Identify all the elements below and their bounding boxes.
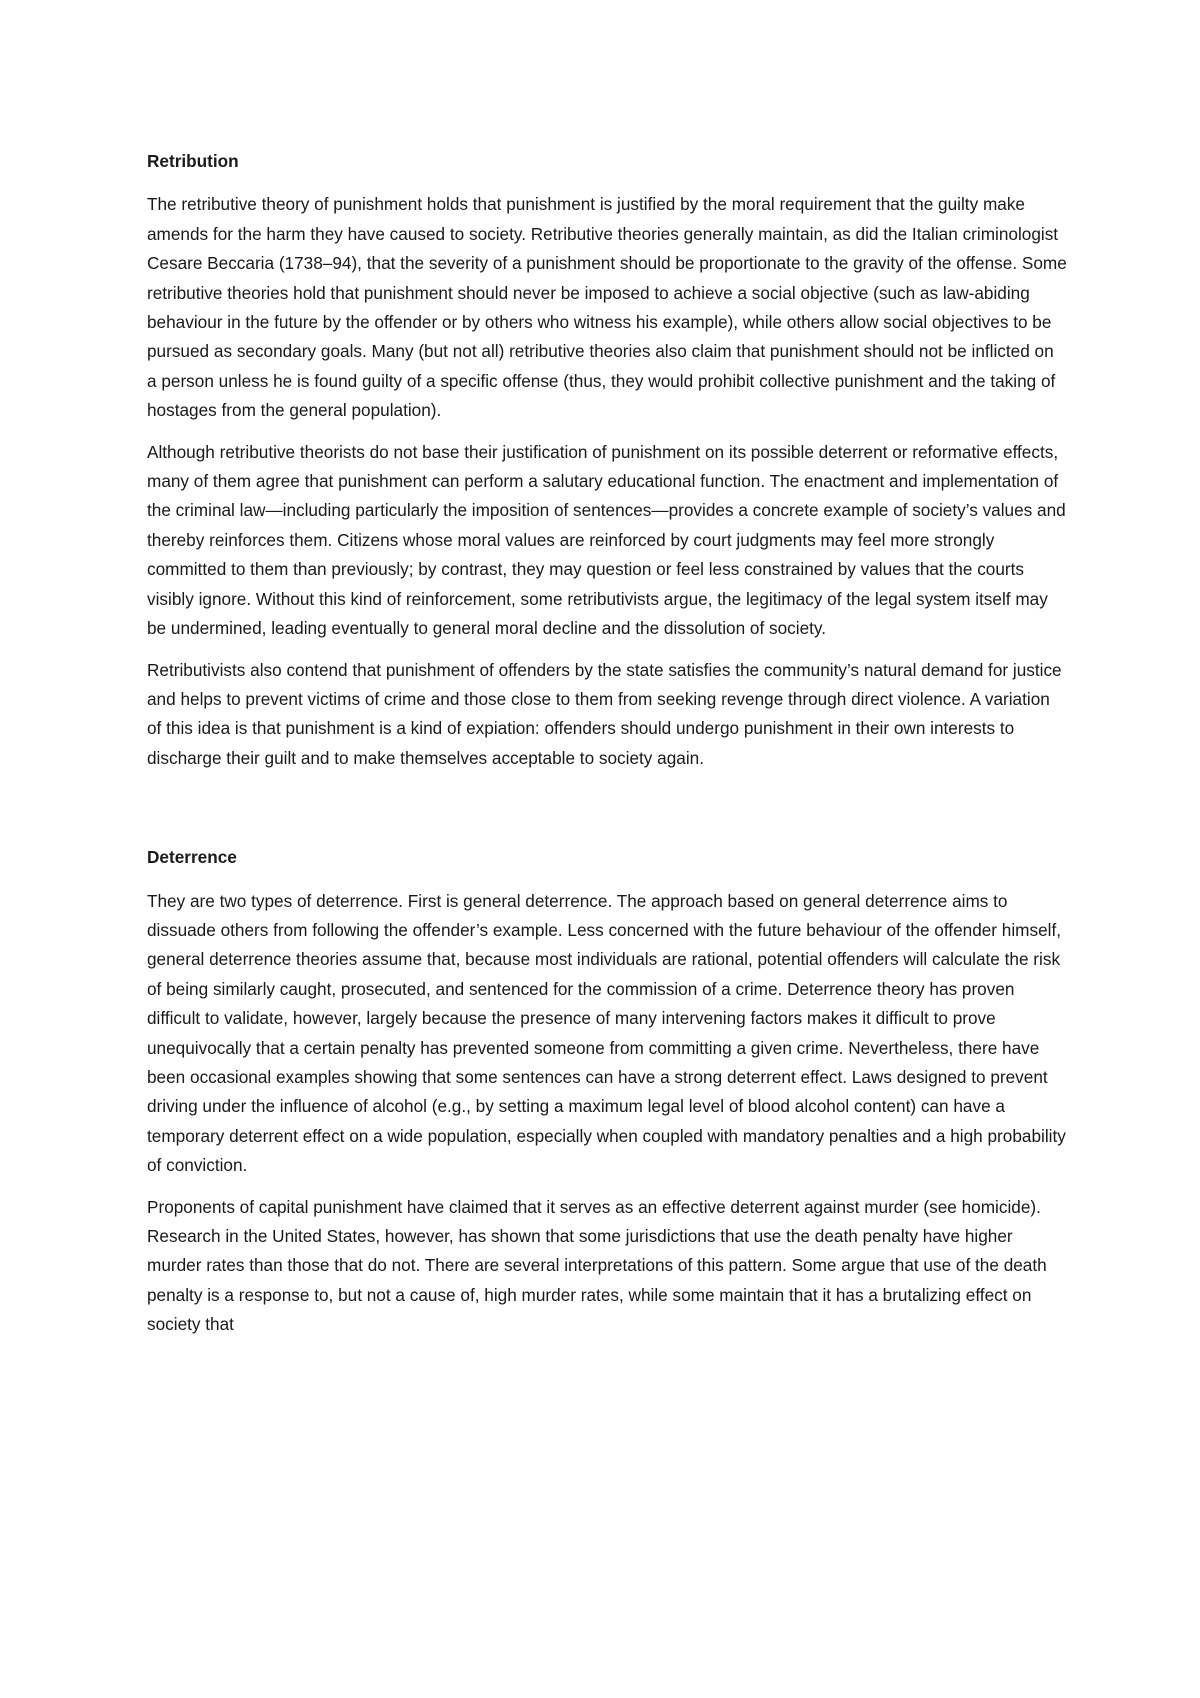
- paragraph: Although retributive theorists do not base their justification of punishment on its possible deterrent or reformative effects, many of them agree that punishment can perform a salutary educational function. The enactment and implementation of the criminal law—including particularly the imposition of sentences—provides a concrete example of society’s values and thereby reinforces them. Citizens whose moral values are reinforced by court judgments may feel more strongly committed to them than previously; by contrast, they may question or feel less constrained by values that the courts visibly ignore. Without this kind of reinforcement, some retributivists argue, the legitimacy of the legal system itself may be undermined, leading eventually to general moral decline and the dissolution of society.: [147, 441, 1066, 639]
- section-retribution: [147, 147, 1067, 773]
- section-deterrence: [147, 843, 1067, 1340]
- paragraph: Retributivists also contend that punishment of offenders by the state satisfies the community’s natural demand for justice and helps to prevent victims of crime and those close to them from seeking revenge through direct violence. A variation of this idea is that punishment is a kind of expiation: offenders should undergo punishment in their own interests to discharge their guilt and to make themselves acceptable to society again.: [147, 659, 1062, 768]
- paragraph: They are two types of deterrence. First is general deterrence. The approach based on general deterrence aims to dissuade others from following the offender’s example. Less concerned with the future behaviour of the offender himself, general deterrence theories assume that, because most individuals are rational, potential offenders will calculate the risk of being similarly caught, prosecuted, and sentenced for the commission of a crime. Deterrence theory has proven difficult to validate, however, largely because the presence of many intervening factors makes it difficult to prove unequivocally that a certain penalty has prevented someone from committing a given crime. Nevertheless, there have been occasional examples showing that some sentences can have a strong deterrent effect. Laws designed to prevent driving under the influence of alcohol (e.g., by setting a maximum legal level of blood alcohol content) can have a temporary deterrent effect on a wide population, especially when coupled with mandatory penalties and a high probability of conviction.: [147, 890, 1066, 1176]
- document-body: [147, 147, 1067, 1352]
- section-heading: Retribution: [147, 151, 239, 171]
- section-heading: Deterrence: [147, 847, 237, 868]
- paragraph: Proponents of capital punishment have claimed that it serves as an effective deterrent against murder (see homicide). Research in the United States, however, has shown that some jurisdictions that use the death penalty have higher murder rates than those that do not. There are several interpretations of this pattern. Some argue that use of the death penalty is a response to, but not a cause of, high murder rates, while some maintain that it has a brutalizing effect on society that: [147, 1196, 1047, 1335]
- paragraph: The retributive theory of punishment holds that punishment is justified by the moral requirement that the guilty make amends for the harm they have caused to society. Retributive theories generally maintain, as did the Italian criminologist Cesare Beccaria (1738–94), that the severity of a punishment should be proportionate to the gravity of the offense. Some retributive theories hold that punishment should never be imposed to achieve a social objective (such as law-abiding behaviour in the future by the offender or by others who witness his example), while others allow social objectives to be pursued as secondary goals. Many (but not all) retributive theories also claim that punishment should not be inflicted on a person unless he is found guilty of a specific offense (thus, they would prohibit collective punishment and the taking of hostages from the general population).: [147, 194, 1067, 421]
- section-spacer: [147, 785, 1067, 843]
